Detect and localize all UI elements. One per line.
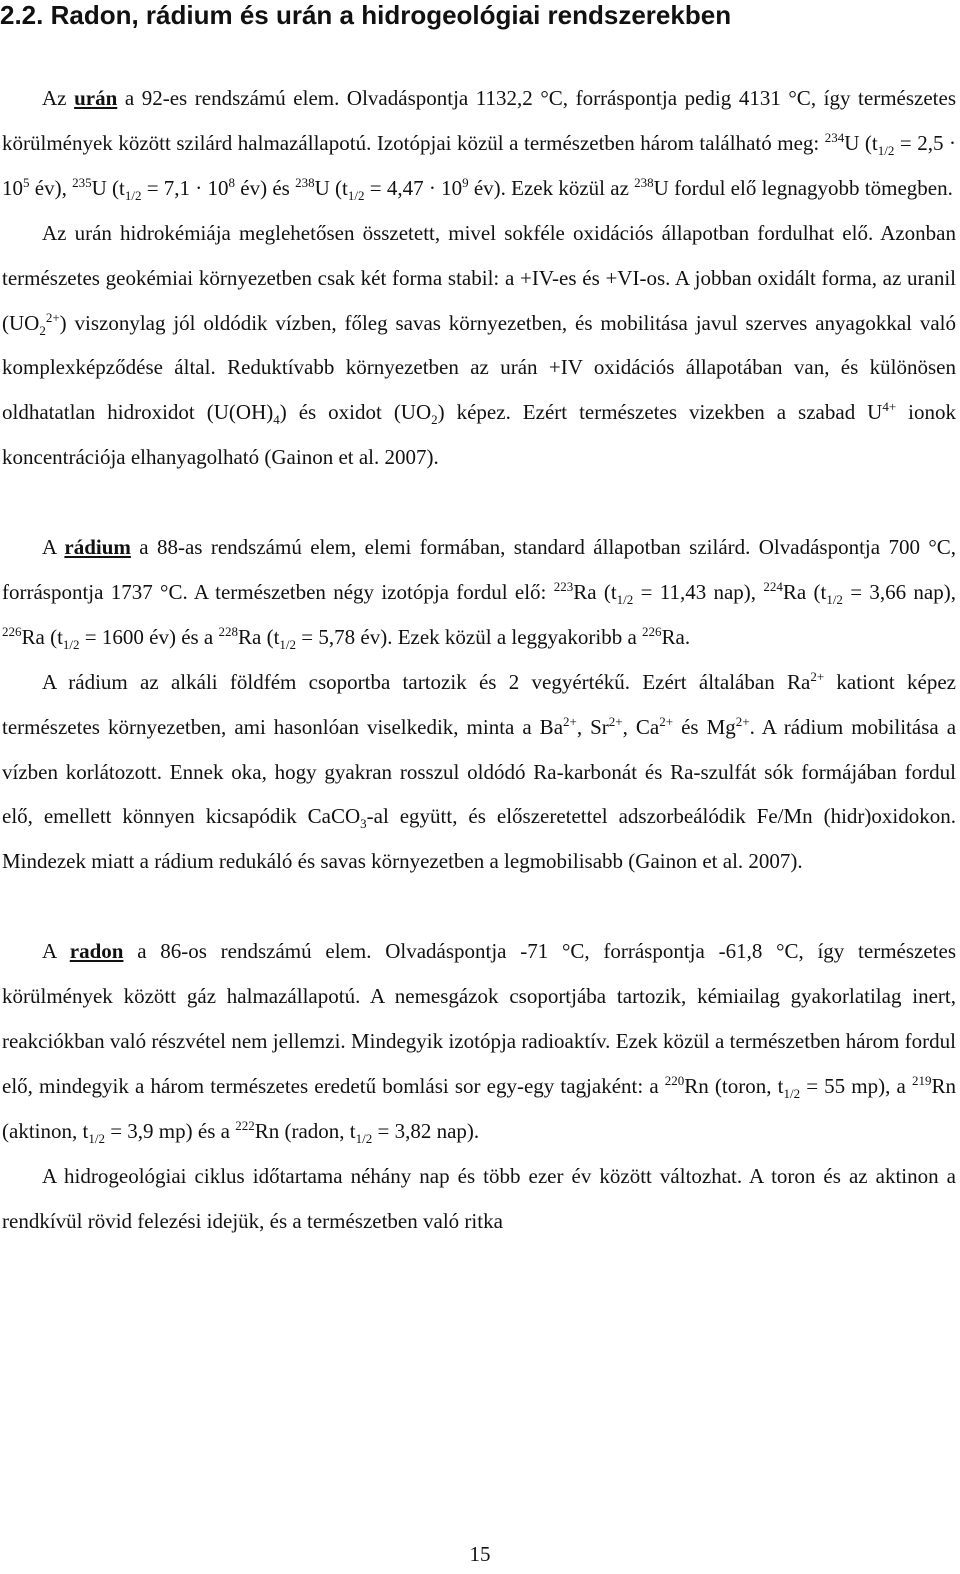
half-life-subscript: 1/2 bbox=[616, 592, 634, 608]
text-run: U (t bbox=[314, 175, 348, 200]
text-run: és Mg bbox=[673, 714, 736, 739]
text-run: Ra (t bbox=[573, 579, 617, 604]
subscript: 2 bbox=[431, 412, 438, 428]
half-life-subscript: 1/2 bbox=[88, 1131, 105, 1146]
text-run: -al együtt, és előszeretettel adszorbeálódik Fe/Mn (hidr)oxidokon. Mindezek miatt a rádium redukáló és savas környezetben a legmobilisabb (Gainon et al. 2007). bbox=[2, 804, 956, 874]
charge-superscript: 2+ bbox=[563, 713, 577, 729]
radon-paragraph-1 bbox=[2, 929, 956, 1154]
half-life-subscript: 1/2 bbox=[279, 637, 297, 653]
mass-number: 234 bbox=[824, 129, 845, 145]
text-run: = 5,78 év). Ezek közül a leggyakoribb a bbox=[296, 624, 643, 649]
charge-superscript: 2+ bbox=[659, 713, 674, 729]
text-run: Az urán hidrokémiája meglehetősen összetett, mivel sokféle oxidációs állapotban fordulhat elő. Azonban természetes geokémiai környezetben csak két forma stabil: a +IV-es és +VI-os. A jobban oxidált forma, az uranil (UO bbox=[2, 220, 956, 335]
charge-superscript: 2+ bbox=[810, 668, 825, 684]
mass-number: 226 bbox=[2, 623, 22, 639]
section-heading: 2.2. Radon, rádium és urán a hidrogeológiai rendszerekben bbox=[0, 0, 732, 30]
text-run: év) és bbox=[235, 175, 296, 200]
half-life-subscript: 1/2 bbox=[877, 143, 895, 159]
text-run: Ra (t bbox=[21, 624, 63, 649]
mass-number: 238 bbox=[634, 174, 654, 190]
text-run: a 92-es rendszámú elem. Olvadáspontja 1132,2 °C, forráspontja pedig 4131 °C, így természetes körülmények között szilárd halmazállapotú. Izotópjai közül a természetben három található meg: bbox=[2, 86, 956, 155]
text-run: Rn (radon, t bbox=[254, 1118, 356, 1143]
text-run: = 55 mp), a bbox=[800, 1073, 912, 1098]
subscript: 4 bbox=[273, 412, 280, 428]
text-run: ) képez. Ezért természetes vizekben a szabad U bbox=[437, 400, 883, 425]
uran-paragraph-1 bbox=[2, 76, 956, 211]
text-run: = 2,5 · 10 bbox=[2, 130, 957, 200]
mass-number: 220 bbox=[664, 1072, 685, 1088]
page-number: 15 bbox=[469, 1542, 491, 1566]
mass-number: 228 bbox=[218, 623, 239, 639]
mass-number: 238 bbox=[295, 174, 315, 190]
text-run: a 88-as rendszámú elem, elemi formában, standard állapotban szilárd. Olvadáspontja 700 °C, forráspontja 1737 °C. A természetben négy izotópja fordul elő: bbox=[2, 535, 956, 604]
text-run: Rn (aktinon, t bbox=[2, 1073, 956, 1143]
text-run: ) és oxidot (UO bbox=[279, 400, 432, 425]
text-run: = 1600 év) és a bbox=[79, 624, 219, 649]
half-life-subscript: 1/2 bbox=[62, 637, 80, 653]
half-life-subscript: 1/2 bbox=[124, 188, 142, 203]
half-life-subscript: 1/2 bbox=[826, 592, 843, 608]
text-run: Ra (t bbox=[782, 579, 827, 604]
text-run: = 4,47 · 10 bbox=[364, 175, 463, 200]
mass-number: 226 bbox=[642, 623, 662, 639]
half-life-subscript: 1/2 bbox=[783, 1086, 801, 1102]
text-run: év), bbox=[29, 175, 73, 200]
half-life-subscript: 1/2 bbox=[347, 188, 365, 203]
paragraph-gap bbox=[2, 480, 956, 525]
text-run: U fordul elő legnagyobb tömegben. bbox=[653, 175, 953, 200]
paragraph-gap bbox=[2, 884, 956, 929]
charge-superscript: 2+ bbox=[735, 713, 750, 729]
text-run: = 3,66 nap), bbox=[842, 579, 956, 604]
mass-number: 235 bbox=[72, 174, 92, 190]
text-run: ionok koncentrációja elhanyagolható (Gainon et al. 2007). bbox=[2, 400, 956, 470]
text-run: U (t bbox=[91, 175, 125, 200]
text-run: Az bbox=[42, 86, 75, 110]
text-run: ) viszonylag jól oldódik vízben, főleg savas környezetben, és mobilitása javul szerves anyagokkal való komplexképződése által. Reduktívabb környezetben az urán +IV oxidációs állapotában van, és különösen oldhatatlan hidroxidot (U(OH) bbox=[2, 310, 956, 425]
text-run: A bbox=[42, 535, 65, 560]
half-life-subscript: 1/2 bbox=[355, 1131, 373, 1146]
exponent: 5 bbox=[23, 174, 30, 190]
radon-paragraph-2 bbox=[2, 1154, 956, 1244]
charge-superscript: 2+ bbox=[45, 309, 60, 325]
charge-superscript: 4+ bbox=[882, 399, 897, 415]
subscript: 3 bbox=[360, 816, 367, 832]
text-run: év). Ezek közül az bbox=[468, 175, 635, 200]
mass-number: 223 bbox=[553, 578, 574, 594]
mass-number: 219 bbox=[911, 1072, 932, 1088]
mass-number: 222 bbox=[235, 1117, 255, 1133]
charge-superscript: 2+ bbox=[608, 713, 623, 729]
text-run: A rádium az alkáli földfém csoportba tartozik és 2 vegyértékű. Ezért általában Ra bbox=[42, 669, 811, 694]
text-run: = 3,82 nap). bbox=[372, 1118, 480, 1143]
body-text bbox=[2, 76, 956, 1244]
text-run: = 7,1 · 10 bbox=[141, 175, 229, 200]
keyword-radon: radon bbox=[69, 939, 124, 964]
text-run: U (t bbox=[844, 130, 878, 155]
exponent: 9 bbox=[462, 174, 469, 190]
text-run: a 86-os rendszámú elem. Olvadáspontja -71 °C, forráspontja -61,8 °C, így természetes körülmények között gáz halmazállapotú. A nemesgázok csoportjába tartozik, kémiailag gyakorlatilag inert, reakciókban való részvétel nem jellemzi. Mindegyik izotópja radioaktív. Ezek közül a természetben három fordul elő, mindegyik a három természetes eredetű bomlási sor egy-egy tagjaként: a bbox=[2, 939, 956, 1098]
text-run: Ra (t bbox=[238, 624, 280, 649]
text-run: Ra. bbox=[661, 624, 691, 649]
text-run: A hidrogeológiai ciklus időtartama néhány nap és több ezer év között változhat. A toron és az aktinon a rendkívül rövid felezési idejük, és a természetben való ritka bbox=[2, 1163, 956, 1233]
text-run: = 11,43 nap), bbox=[633, 579, 764, 604]
keyword-radium: rádium bbox=[64, 535, 131, 560]
radium-paragraph-2 bbox=[2, 660, 956, 885]
uran-paragraph-2 bbox=[2, 211, 956, 480]
text-run: . A rádium mobilitása a vízben korlátozott. Ennek oka, hogy gyakran rosszul oldódó Ra-karbonát és Ra-szulfát sók formájában fordul elő, emellett könnyen kicsapódik CaCO bbox=[2, 714, 957, 829]
mass-number: 224 bbox=[763, 578, 783, 594]
text-run: , Ca bbox=[622, 714, 660, 739]
keyword-uran: urán bbox=[74, 86, 118, 110]
text-run: Rn (toron, t bbox=[684, 1073, 784, 1098]
text-run: = 3,9 mp) és a bbox=[104, 1118, 236, 1143]
exponent: 8 bbox=[228, 174, 236, 190]
subscript: 2 bbox=[39, 322, 46, 338]
text-run: A bbox=[42, 939, 70, 964]
text-run: kationt képez természetes környezetben, ami hasonlóan viselkedik, minta a Ba bbox=[2, 669, 956, 739]
text-run: , Sr bbox=[576, 714, 609, 739]
radium-paragraph-1 bbox=[2, 525, 956, 660]
